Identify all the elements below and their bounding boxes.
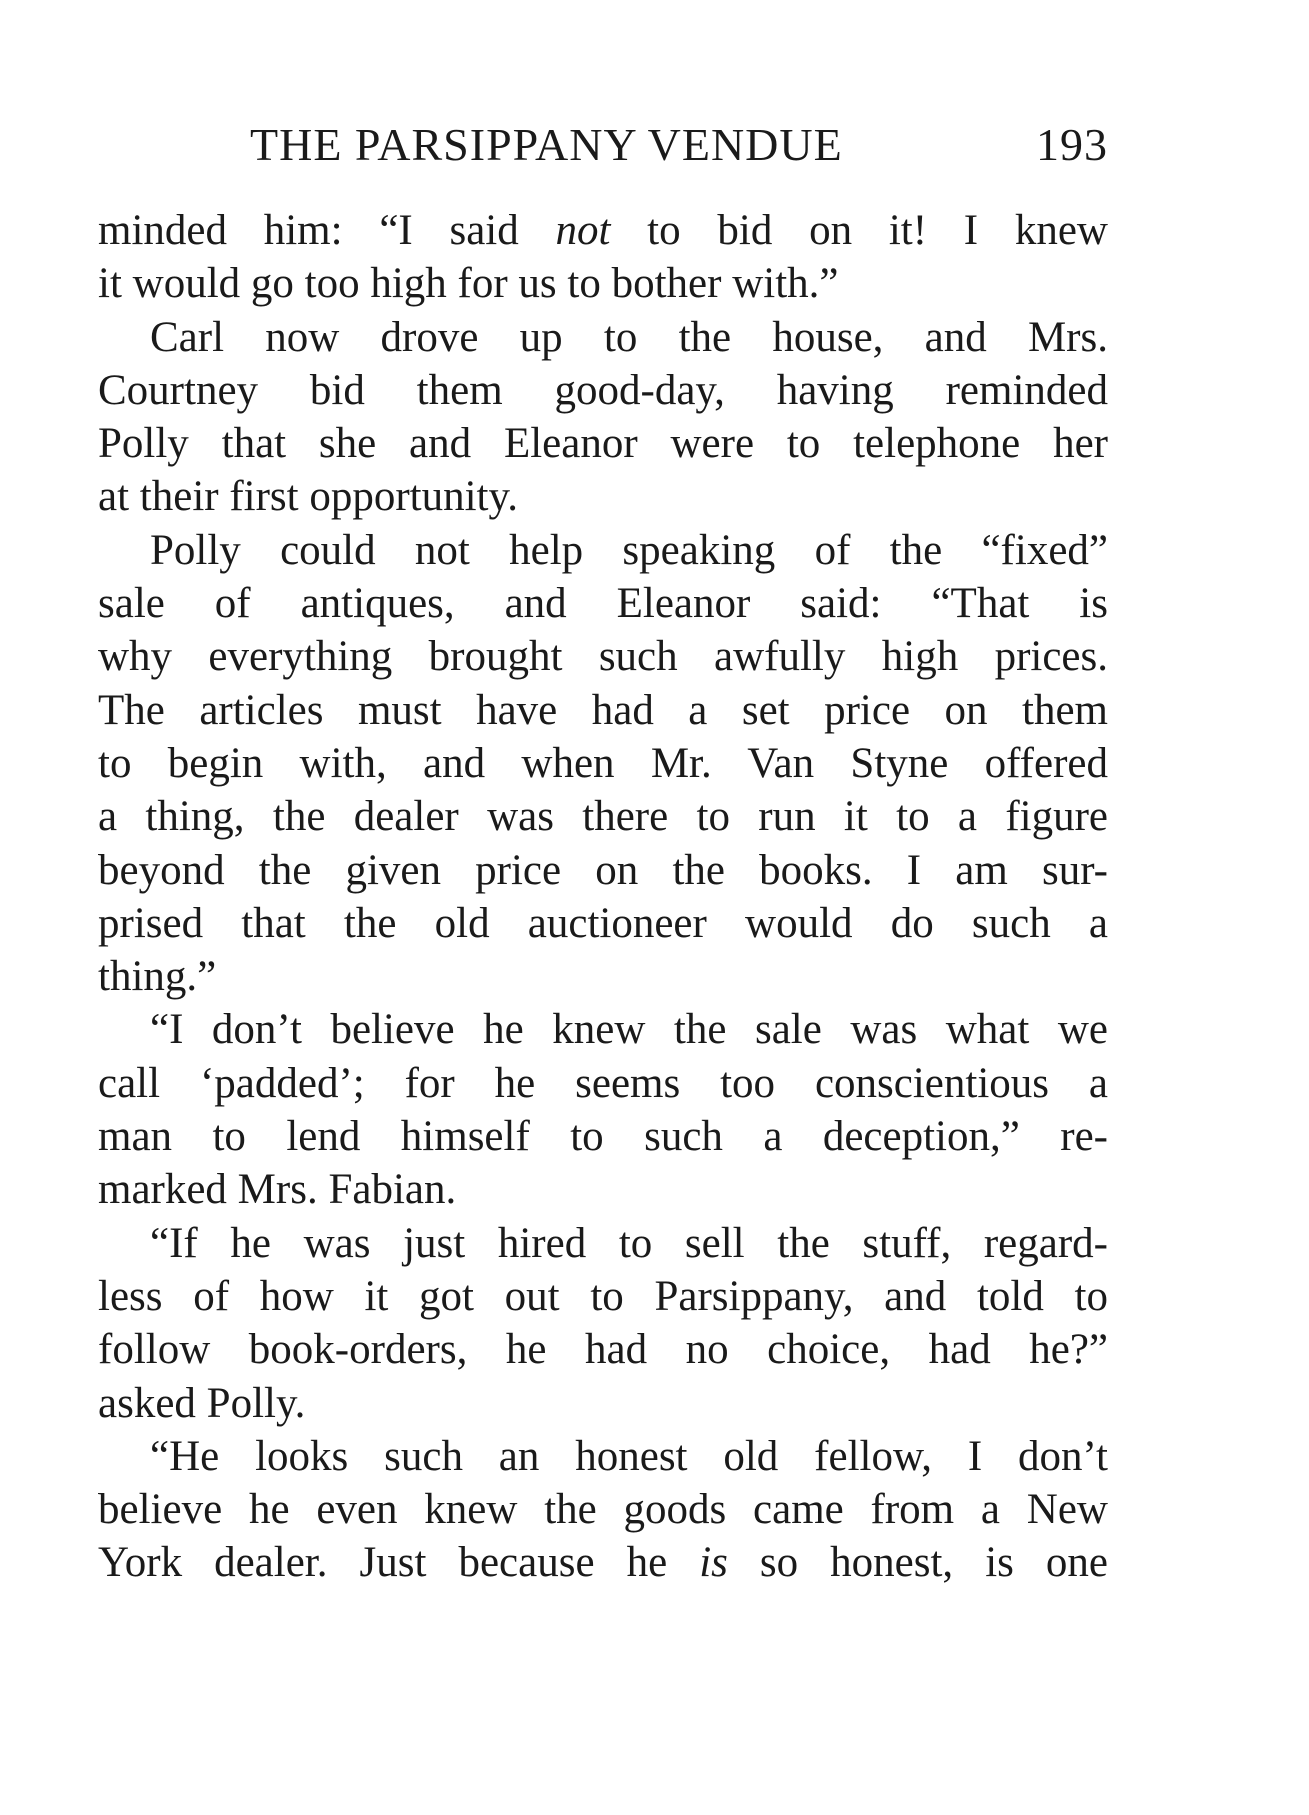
line-text: it would go too high for us to bother with.”	[98, 260, 839, 308]
running-head	[98, 118, 1108, 178]
text-line	[98, 790, 1108, 843]
body-text	[98, 204, 1108, 1590]
running-head-title: THE PARSIPPANY VENDUE	[250, 119, 843, 170]
text-line	[98, 630, 1108, 683]
text-line	[98, 1483, 1108, 1536]
text-line	[98, 844, 1108, 897]
text-line	[98, 737, 1108, 790]
line-text: Polly could not help speaking of the “fixed”	[150, 526, 1108, 574]
text-line	[98, 257, 1108, 310]
text-line	[98, 1003, 1108, 1056]
text-line	[98, 364, 1108, 417]
line-text: why everything brought such awfully high prices.	[98, 633, 1108, 681]
text-line	[98, 684, 1108, 737]
line-text: so honest, is one	[727, 1539, 1108, 1587]
line-text: York dealer. Just because he	[98, 1539, 700, 1587]
line-text: The articles must have had a set price on them	[98, 686, 1108, 734]
line-text: to begin with, and when Mr. Van Styne offered	[98, 739, 1108, 787]
text-line	[98, 577, 1108, 630]
text-line	[98, 524, 1108, 577]
line-text: thing.”	[98, 953, 217, 1001]
line-text: follow book-orders, he had no choice, had he?”	[98, 1326, 1108, 1374]
line-text: call ‘padded’; for he seems too conscientious a	[98, 1059, 1108, 1107]
text-line	[98, 1430, 1108, 1483]
line-text: man to lend himself to such a deception,” re-	[98, 1113, 1108, 1161]
text-line	[98, 311, 1108, 364]
line-text: to bid on it! I knew	[610, 207, 1108, 254]
line-text: a thing, the dealer was there to run it to a figure	[98, 793, 1108, 841]
line-text: “He looks such an honest old fellow, I don’t	[150, 1432, 1108, 1480]
line-text: Carl now drove up to the house, and Mrs.	[150, 313, 1108, 361]
line-text: beyond the given price on the books. I am sur-	[98, 846, 1108, 894]
italic-text: not	[555, 207, 611, 254]
line-text: marked Mrs. Fabian.	[98, 1166, 457, 1214]
text-line	[98, 1163, 1108, 1216]
text-line	[98, 204, 1108, 257]
text-line	[98, 897, 1108, 950]
line-text: minded him: “I said	[98, 207, 556, 254]
line-text: sale of antiques, and Eleanor said: “That is	[98, 580, 1108, 628]
text-line	[98, 1217, 1108, 1270]
line-text: “If he was just hired to sell the stuff, regard-	[150, 1219, 1108, 1267]
line-text: asked Polly.	[98, 1379, 306, 1427]
text-line	[98, 1323, 1108, 1376]
text-line	[98, 1536, 1108, 1589]
text-line	[98, 1110, 1108, 1163]
line-text: “I don’t believe he knew the sale was what we	[150, 1006, 1108, 1054]
text-line	[98, 417, 1108, 470]
line-text: prised that the old auctioneer would do such a	[98, 899, 1108, 947]
line-text: at their first opportunity.	[98, 473, 518, 521]
text-line	[98, 1270, 1108, 1323]
line-text: Polly that she and Eleanor were to telephone her	[98, 420, 1108, 468]
line-text: Courtney bid them good-day, having reminded	[98, 366, 1108, 414]
line-text: less of how it got out to Parsippany, and told to	[98, 1272, 1108, 1320]
italic-text: is	[699, 1539, 728, 1587]
text-line	[98, 950, 1108, 1003]
text-line	[98, 1377, 1108, 1430]
page-number: 193	[1036, 119, 1108, 170]
text-line	[98, 1057, 1108, 1110]
line-text: believe he even knew the goods came from a New	[98, 1486, 1108, 1534]
text-line	[98, 470, 1108, 523]
